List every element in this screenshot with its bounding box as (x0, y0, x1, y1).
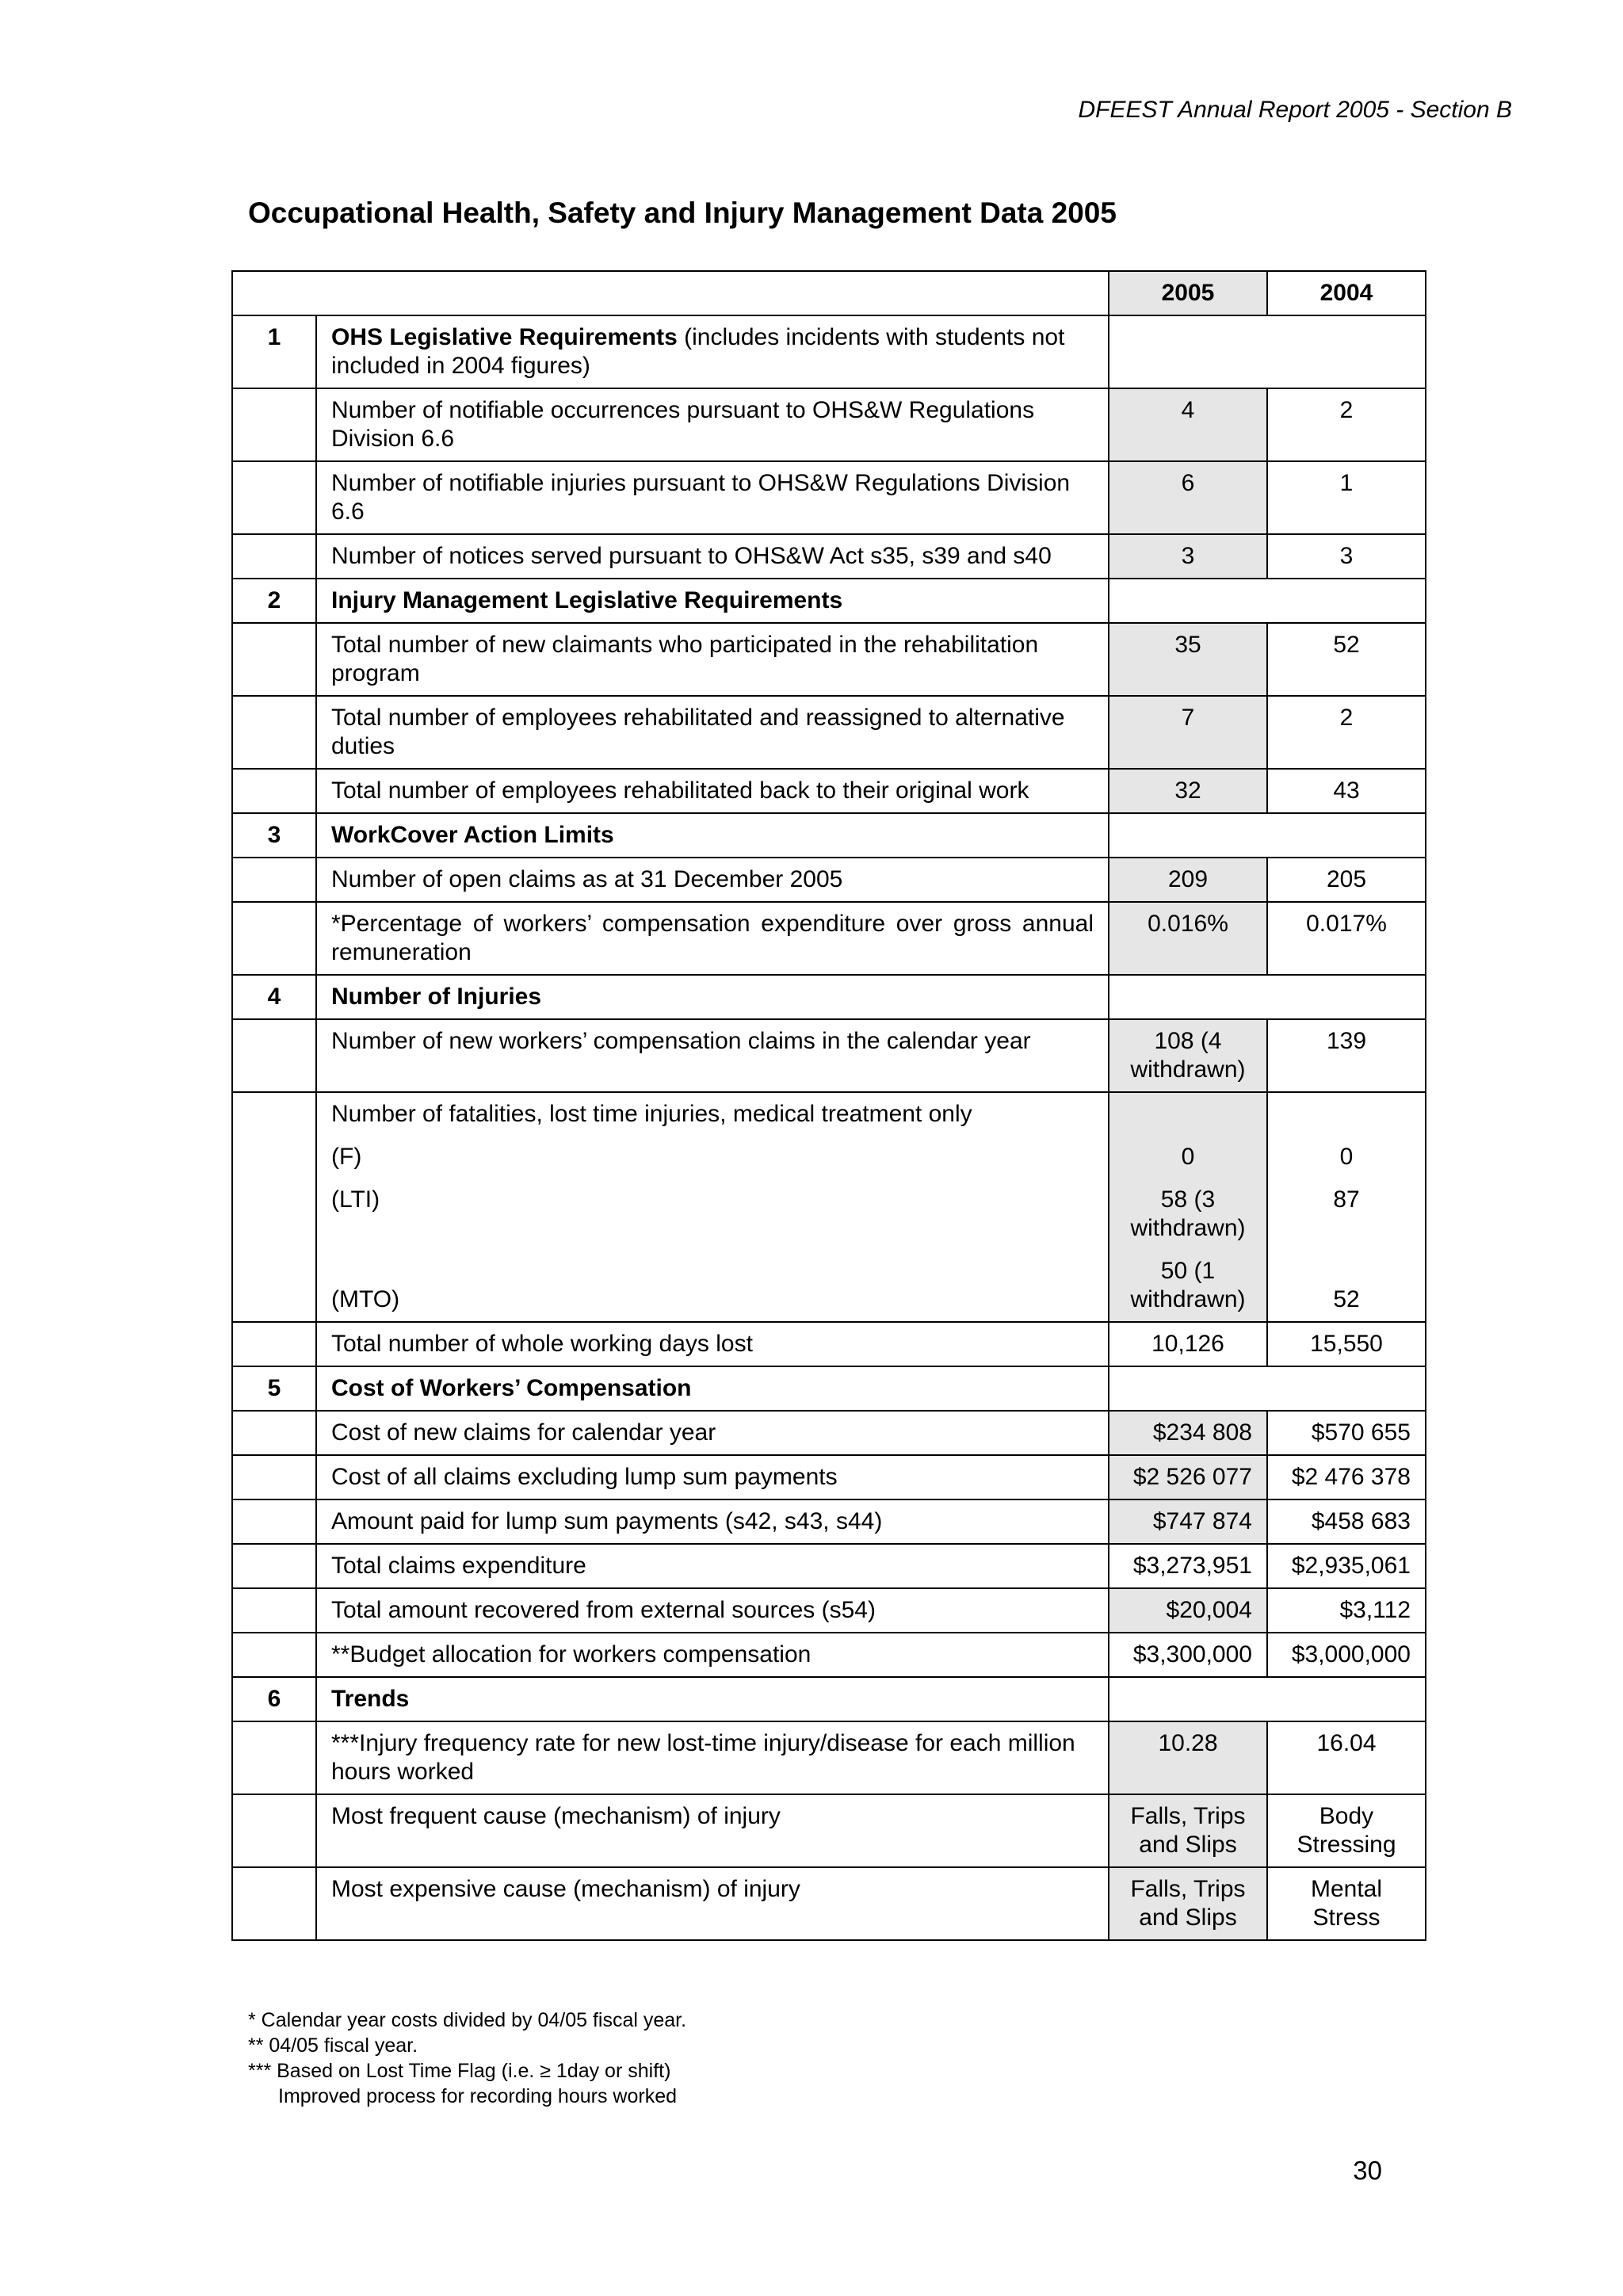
row-label: Cost of all claims excluding lump sum payments (316, 1455, 1109, 1499)
table-row (232, 769, 1426, 813)
value-2004: $458 683 (1267, 1499, 1426, 1544)
row-label: Total amount recovered from external sources (s54) (316, 1588, 1109, 1633)
value-2004: $3,112 (1267, 1588, 1426, 1633)
table-row (232, 1588, 1426, 1633)
section-row (232, 579, 1426, 623)
section-number: 6 (232, 1677, 316, 1721)
value-2004: 52 (1267, 623, 1426, 696)
value-2005: $234 808 (1109, 1411, 1267, 1455)
table-row (232, 1721, 1426, 1794)
value-2005: 10.28 (1109, 1721, 1267, 1794)
value-2005: 209 (1109, 858, 1267, 902)
row-number-cell (232, 1794, 316, 1867)
value-2004: 0.017% (1267, 902, 1426, 975)
value-2005: 0.016% (1109, 902, 1267, 975)
value-2005: Falls, Trips and Slips (1109, 1794, 1267, 1867)
footnote: *** Based on Lost Time Flag (i.e. ≥ 1day or shift) (248, 2060, 671, 2082)
table-header-row (232, 271, 1426, 315)
value-2005: $747 874 (1109, 1499, 1267, 1544)
table-row (232, 696, 1426, 769)
breakdown-label-mto: (MTO) (331, 1286, 400, 1312)
section-note: (includes incidents with students not included in 2004 figures) (331, 324, 1065, 379)
table-row (232, 1019, 1426, 1092)
value-2004: Mental Stress (1267, 1867, 1426, 1940)
page-title: Occupational Health, Safety and Injury Management Data 2005 (248, 197, 1117, 229)
value-2005: Falls, Trips and Slips (1109, 1867, 1267, 1940)
value-2004: 1 (1267, 461, 1426, 534)
value-2004-mto: 52 (1333, 1286, 1360, 1312)
breakdown-heading: Number of fatalities, lost time injuries, medical treatment only (331, 1101, 972, 1127)
table-row (232, 1322, 1426, 1366)
row-number-cell (232, 1019, 316, 1092)
value-2004: $2,935,061 (1267, 1544, 1426, 1588)
value-2004: 205 (1267, 858, 1426, 902)
row-label (316, 902, 1109, 975)
row-number-cell (232, 858, 316, 902)
value-2005-lti: 58 (3 withdrawn) (1130, 1186, 1246, 1241)
value-2004: 3 (1267, 534, 1426, 579)
section-number: 4 (232, 975, 316, 1019)
value-2004: 2 (1267, 388, 1426, 461)
section-blank-cell (1109, 813, 1426, 858)
value-2004: 139 (1267, 1019, 1426, 1092)
value-2004: 15,550 (1267, 1322, 1426, 1366)
page-number: 30 (1353, 2156, 1382, 2185)
footnotes (248, 2008, 686, 2109)
value-2004: $3,000,000 (1267, 1633, 1426, 1677)
value-2005: 6 (1109, 461, 1267, 534)
value-2005: 3 (1109, 534, 1267, 579)
section-number: 1 (232, 315, 316, 388)
row-number-cell (232, 769, 316, 813)
section-title: WorkCover Action Limits (316, 813, 1109, 858)
section-title: Cost of Workers’ Compensation (316, 1366, 1109, 1411)
row-label: Total number of employees rehabilitated and reassigned to alternative duties (316, 696, 1109, 769)
row-number-cell (232, 1455, 316, 1499)
value-2005: 10,126 (1109, 1322, 1267, 1366)
section-number: 3 (232, 813, 316, 858)
breakdown-values-2005 (1109, 1092, 1267, 1322)
value-2005: $20,004 (1109, 1588, 1267, 1633)
row-number-cell (232, 1588, 316, 1633)
footnote: * Calendar year costs divided by 04/05 fiscal year. (248, 2009, 687, 2031)
table-row (232, 1411, 1426, 1455)
value-2004-lti: 87 (1333, 1186, 1360, 1213)
footnote: ** 04/05 fiscal year. (248, 2034, 418, 2057)
injury-breakdown-row (232, 1092, 1426, 1322)
value-2004-f: 0 (1339, 1144, 1354, 1170)
row-number-cell (232, 461, 316, 534)
row-label: Number of notifiable occurrences pursuant to OHS&W Regulations Division 6.6 (316, 388, 1109, 461)
row-label: Number of new workers’ compensation claims in the calendar year (316, 1019, 1109, 1092)
row-label: Cost of new claims for calendar year (316, 1411, 1109, 1455)
table-row (232, 1867, 1426, 1940)
section-blank-cell (1109, 1677, 1426, 1721)
row-number-cell (232, 1411, 316, 1455)
row-label: Number of notifiable injuries pursuant to OHS&W Regulations Division 6.6 (316, 461, 1109, 534)
value-2005: 7 (1109, 696, 1267, 769)
section-blank-cell (1109, 975, 1426, 1019)
breakdown-labels (316, 1092, 1109, 1322)
row-number-cell (232, 1092, 316, 1322)
row-label: **Budget allocation for workers compensation (316, 1633, 1109, 1677)
section-title (316, 315, 1109, 388)
row-label-text: *Percentage of workers’ compensation expenditure over gross annual remuneration (331, 911, 1094, 965)
value-2005-mto: 50 (1 withdrawn) (1130, 1258, 1246, 1312)
section-blank-cell (1109, 1366, 1426, 1411)
table-row (232, 858, 1426, 902)
value-2005: 4 (1109, 388, 1267, 461)
section-title: Number of Injuries (316, 975, 1109, 1019)
column-header-2004: 2004 (1267, 271, 1426, 315)
footnote: Improved process for recording hours worked (278, 2085, 678, 2107)
table-row (232, 1633, 1426, 1677)
value-2004: 16.04 (1267, 1721, 1426, 1794)
section-row (232, 1677, 1426, 1721)
value-2004: 2 (1267, 696, 1426, 769)
value-2005-f: 0 (1181, 1144, 1195, 1170)
value-2004: 43 (1267, 769, 1426, 813)
row-label: Total claims expenditure (316, 1544, 1109, 1588)
row-label: Total number of employees rehabilitated back to their original work (316, 769, 1109, 813)
table-row (232, 534, 1426, 579)
row-label: Number of open claims as at 31 December 2005 (316, 858, 1109, 902)
table-row (232, 388, 1426, 461)
table-row (232, 1499, 1426, 1544)
value-2005: 35 (1109, 623, 1267, 696)
table-row (232, 1455, 1426, 1499)
row-number-cell (232, 1499, 316, 1544)
table-row (232, 1544, 1426, 1588)
value-2005: $3,300,000 (1109, 1633, 1267, 1677)
value-2005: $2 526 077 (1109, 1455, 1267, 1499)
value-2005: 108 (4 withdrawn) (1109, 1019, 1267, 1092)
breakdown-label-f: (F) (331, 1144, 362, 1170)
value-2004: $2 476 378 (1267, 1455, 1426, 1499)
section-number: 2 (232, 579, 316, 623)
section-title-text: OHS Legislative Requirements (331, 324, 678, 350)
section-row (232, 1366, 1426, 1411)
row-number-cell (232, 1544, 316, 1588)
ohs-data-table (231, 270, 1426, 1941)
section-row (232, 315, 1426, 388)
value-2005: $3,273,951 (1109, 1544, 1267, 1588)
column-header-2005: 2005 (1109, 271, 1267, 315)
row-number-cell (232, 1633, 316, 1677)
row-label: ***Injury frequency rate for new lost-time injury/disease for each million hours worked (316, 1721, 1109, 1794)
row-number-cell (232, 902, 316, 975)
row-number-cell (232, 623, 316, 696)
row-label: Most frequent cause (mechanism) of injury (316, 1794, 1109, 1867)
table-row (232, 461, 1426, 534)
section-blank-cell (1109, 579, 1426, 623)
section-number: 5 (232, 1366, 316, 1411)
table-row (232, 623, 1426, 696)
section-blank-cell (1109, 315, 1426, 388)
header-blank-cell (232, 271, 1109, 315)
table-row (232, 1794, 1426, 1867)
row-number-cell (232, 1867, 316, 1940)
value-2004: Body Stressing (1267, 1794, 1426, 1867)
running-header: DFEEST Annual Report 2005 - Section B (1078, 97, 1512, 123)
section-title: Trends (316, 1677, 1109, 1721)
section-row (232, 813, 1426, 858)
row-number-cell (232, 1322, 316, 1366)
row-number-cell (232, 388, 316, 461)
row-number-cell (232, 534, 316, 579)
row-label: Number of notices served pursuant to OHS&W Act s35, s39 and s40 (316, 534, 1109, 579)
row-label: Amount paid for lump sum payments (s42, s43, s44) (316, 1499, 1109, 1544)
breakdown-label-lti: (LTI) (331, 1186, 380, 1213)
row-label: Total number of new claimants who participated in the rehabilitation program (316, 623, 1109, 696)
section-row (232, 975, 1426, 1019)
section-title: Injury Management Legislative Requirements (316, 579, 1109, 623)
row-label: Total number of whole working days lost (316, 1322, 1109, 1366)
value-2004: $570 655 (1267, 1411, 1426, 1455)
table-row (232, 902, 1426, 975)
value-2005: 32 (1109, 769, 1267, 813)
breakdown-values-2004 (1267, 1092, 1426, 1322)
row-label: Most expensive cause (mechanism) of injury (316, 1867, 1109, 1940)
row-number-cell (232, 1721, 316, 1794)
row-number-cell (232, 696, 316, 769)
